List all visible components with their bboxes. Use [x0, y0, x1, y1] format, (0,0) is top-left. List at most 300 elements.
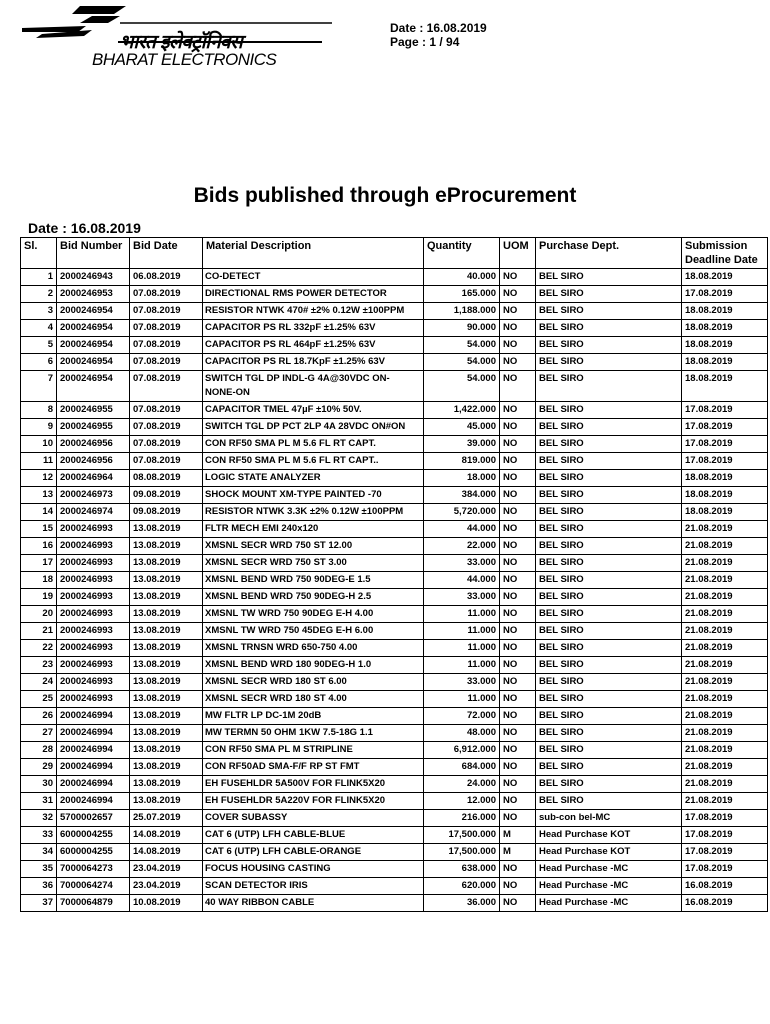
cell-purchase-dept: Head Purchase -MC	[536, 878, 682, 895]
cell-bid-date: 13.08.2019	[130, 606, 203, 623]
cell-bid-number: 7000064274	[57, 878, 130, 895]
cell-purchase-dept: BEL SIRO	[536, 521, 682, 538]
cell-sl: 20	[21, 606, 57, 623]
cell-uom: NO	[500, 286, 536, 303]
cell-bid-date: 07.08.2019	[130, 371, 203, 402]
cell-bid-number: 2000246943	[57, 269, 130, 286]
cell-sl: 36	[21, 878, 57, 895]
cell-purchase-dept: Head Purchase KOT	[536, 827, 682, 844]
cell-purchase-dept: BEL SIRO	[536, 555, 682, 572]
cell-purchase-dept: BEL SIRO	[536, 640, 682, 657]
cell-bid-date: 08.08.2019	[130, 470, 203, 487]
cell-uom: NO	[500, 487, 536, 504]
cell-quantity: 1,422.000	[424, 402, 500, 419]
cell-bid-number: 2000246964	[57, 470, 130, 487]
cell-uom: NO	[500, 320, 536, 337]
cell-bid-number: 2000246994	[57, 793, 130, 810]
cell-uom: NO	[500, 572, 536, 589]
page-title: Bids published through eProcurement	[193, 184, 577, 207]
cell-sl: 23	[21, 657, 57, 674]
cell-material-description: RESISTOR NTWK 470# ±2% 0.12W ±100PPM	[203, 303, 424, 320]
cell-purchase-dept: BEL SIRO	[536, 725, 682, 742]
table-row	[21, 354, 768, 371]
cell-quantity: 11.000	[424, 657, 500, 674]
cell-uom: NO	[500, 895, 536, 912]
table-row	[21, 657, 768, 674]
cell-uom: NO	[500, 504, 536, 521]
cell-material-description: CO-DETECT	[203, 269, 424, 286]
cell-sl: 17	[21, 555, 57, 572]
col-header-purchase-dept: Purchase Dept.	[536, 238, 682, 269]
cell-uom: NO	[500, 742, 536, 759]
cell-bid-date: 13.08.2019	[130, 572, 203, 589]
cell-submission-deadline: 21.08.2019	[682, 572, 768, 589]
cell-submission-deadline: 21.08.2019	[682, 521, 768, 538]
cell-bid-number: 2000246993	[57, 623, 130, 640]
cell-bid-date: 14.08.2019	[130, 844, 203, 861]
cell-uom: NO	[500, 640, 536, 657]
cell-submission-deadline: 17.08.2019	[682, 827, 768, 844]
cell-bid-date: 10.08.2019	[130, 895, 203, 912]
cell-bid-date: 07.08.2019	[130, 337, 203, 354]
cell-quantity: 44.000	[424, 572, 500, 589]
table-row	[21, 303, 768, 320]
cell-sl: 4	[21, 320, 57, 337]
cell-sl: 12	[21, 470, 57, 487]
cell-quantity: 6,912.000	[424, 742, 500, 759]
cell-quantity: 24.000	[424, 776, 500, 793]
cell-bid-number: 2000246954	[57, 320, 130, 337]
cell-bid-number: 2000246993	[57, 691, 130, 708]
company-name-hindi: भारत इलेक्ट्रॉनिक्स	[120, 32, 243, 53]
cell-purchase-dept: BEL SIRO	[536, 320, 682, 337]
cell-submission-deadline: 21.08.2019	[682, 674, 768, 691]
cell-bid-date: 07.08.2019	[130, 286, 203, 303]
cell-sl: 35	[21, 861, 57, 878]
cell-uom: NO	[500, 708, 536, 725]
cell-purchase-dept: BEL SIRO	[536, 674, 682, 691]
cell-uom: NO	[500, 354, 536, 371]
table-header-row	[21, 238, 768, 269]
table-row	[21, 623, 768, 640]
col-header-bid-date: Bid Date	[130, 238, 203, 269]
cell-quantity: 22.000	[424, 538, 500, 555]
table-row	[21, 419, 768, 436]
table-row	[21, 725, 768, 742]
cell-sl: 11	[21, 453, 57, 470]
cell-material-description: CON RF50 SMA PL M 5.6 FL RT CAPT..	[203, 453, 424, 470]
cell-quantity: 819.000	[424, 453, 500, 470]
cell-submission-deadline: 21.08.2019	[682, 555, 768, 572]
cell-submission-deadline: 16.08.2019	[682, 878, 768, 895]
cell-bid-date: 07.08.2019	[130, 303, 203, 320]
cell-material-description: RESISTOR NTWK 3.3K ±2% 0.12W ±100PPM	[203, 504, 424, 521]
cell-bid-number: 2000246994	[57, 742, 130, 759]
cell-bid-number: 2000246993	[57, 589, 130, 606]
cell-submission-deadline: 21.08.2019	[682, 538, 768, 555]
col-header-submission-deadline: Submission Deadline Date	[682, 238, 768, 269]
cell-purchase-dept: BEL SIRO	[536, 487, 682, 504]
table-row	[21, 521, 768, 538]
cell-uom: NO	[500, 691, 536, 708]
table-row	[21, 708, 768, 725]
cell-submission-deadline: 21.08.2019	[682, 640, 768, 657]
cell-purchase-dept: BEL SIRO	[536, 371, 682, 402]
cell-submission-deadline: 21.08.2019	[682, 623, 768, 640]
table-row	[21, 555, 768, 572]
cell-material-description: XMSNL SECR WRD 750 ST 3.00	[203, 555, 424, 572]
cell-quantity: 33.000	[424, 589, 500, 606]
cell-bid-date: 07.08.2019	[130, 354, 203, 371]
cell-material-description: CAPACITOR PS RL 464pF ±1.25% 63V	[203, 337, 424, 354]
cell-bid-number: 7000064879	[57, 895, 130, 912]
cell-sl: 29	[21, 759, 57, 776]
cell-submission-deadline: 17.08.2019	[682, 419, 768, 436]
cell-uom: NO	[500, 538, 536, 555]
cell-sl: 8	[21, 402, 57, 419]
cell-material-description: XMSNL SECR WRD 180 ST 6.00	[203, 674, 424, 691]
cell-sl: 27	[21, 725, 57, 742]
cell-uom: M	[500, 827, 536, 844]
cell-quantity: 11.000	[424, 640, 500, 657]
table-row	[21, 759, 768, 776]
cell-purchase-dept: BEL SIRO	[536, 470, 682, 487]
table-row	[21, 878, 768, 895]
cell-material-description: EH FUSEHLDR 5A500V FOR FLINK5X20	[203, 776, 424, 793]
cell-sl: 13	[21, 487, 57, 504]
cell-sl: 24	[21, 674, 57, 691]
cell-bid-date: 06.08.2019	[130, 269, 203, 286]
cell-bid-number: 2000246956	[57, 436, 130, 453]
cell-bid-number: 2000246954	[57, 354, 130, 371]
cell-sl: 33	[21, 827, 57, 844]
cell-quantity: 40.000	[424, 269, 500, 286]
cell-purchase-dept: BEL SIRO	[536, 776, 682, 793]
cell-bid-date: 13.08.2019	[130, 623, 203, 640]
cell-purchase-dept: sub-con bel-MC	[536, 810, 682, 827]
cell-bid-number: 2000246973	[57, 487, 130, 504]
cell-bid-number: 2000246993	[57, 640, 130, 657]
cell-bid-number: 2000246974	[57, 504, 130, 521]
cell-material-description: SWITCH TGL DP PCT 2LP 4A 28VDC ON#ON	[203, 419, 424, 436]
cell-submission-deadline: 18.08.2019	[682, 371, 768, 402]
cell-bid-number: 7000064273	[57, 861, 130, 878]
cell-bid-date: 13.08.2019	[130, 742, 203, 759]
cell-uom: NO	[500, 674, 536, 691]
cell-bid-number: 2000246994	[57, 759, 130, 776]
cell-sl: 18	[21, 572, 57, 589]
cell-bid-number: 6000004255	[57, 844, 130, 861]
cell-quantity: 54.000	[424, 337, 500, 354]
table-row	[21, 793, 768, 810]
cell-bid-date: 07.08.2019	[130, 402, 203, 419]
table-row	[21, 572, 768, 589]
table-row	[21, 487, 768, 504]
cell-bid-date: 13.08.2019	[130, 708, 203, 725]
cell-sl: 26	[21, 708, 57, 725]
cell-material-description: XMSNL TW WRD 750 45DEG E-H 6.00	[203, 623, 424, 640]
cell-material-description: FLTR MECH EMI 240x120	[203, 521, 424, 538]
cell-bid-date: 09.08.2019	[130, 487, 203, 504]
cell-quantity: 17,500.000	[424, 827, 500, 844]
cell-uom: NO	[500, 623, 536, 640]
cell-uom: M	[500, 844, 536, 861]
cell-bid-date: 23.04.2019	[130, 878, 203, 895]
cell-sl: 22	[21, 640, 57, 657]
table-row	[21, 827, 768, 844]
cell-material-description: FOCUS HOUSING CASTING	[203, 861, 424, 878]
cell-material-description: COVER SUBASSY	[203, 810, 424, 827]
cell-uom: NO	[500, 810, 536, 827]
cell-quantity: 36.000	[424, 895, 500, 912]
company-logo	[22, 6, 342, 70]
cell-bid-number: 6000004255	[57, 827, 130, 844]
cell-submission-deadline: 21.08.2019	[682, 657, 768, 674]
cell-quantity: 18.000	[424, 470, 500, 487]
cell-bid-number: 2000246954	[57, 371, 130, 402]
cell-material-description: CAPACITOR PS RL 18.7KpF ±1.25% 63V	[203, 354, 424, 371]
table-row	[21, 861, 768, 878]
table-row	[21, 436, 768, 453]
cell-purchase-dept: BEL SIRO	[536, 269, 682, 286]
cell-uom: NO	[500, 436, 536, 453]
cell-sl: 37	[21, 895, 57, 912]
cell-quantity: 90.000	[424, 320, 500, 337]
cell-bid-number: 2000246954	[57, 337, 130, 354]
cell-sl: 6	[21, 354, 57, 371]
col-header-quantity: Quantity	[424, 238, 500, 269]
cell-uom: NO	[500, 470, 536, 487]
cell-material-description: 40 WAY RIBBON CABLE	[203, 895, 424, 912]
cell-sl: 19	[21, 589, 57, 606]
cell-purchase-dept: BEL SIRO	[536, 504, 682, 521]
cell-bid-date: 23.04.2019	[130, 861, 203, 878]
cell-bid-number: 2000246955	[57, 402, 130, 419]
cell-sl: 16	[21, 538, 57, 555]
cell-sl: 30	[21, 776, 57, 793]
table-row	[21, 589, 768, 606]
table-row	[21, 402, 768, 419]
cell-bid-date: 13.08.2019	[130, 538, 203, 555]
cell-bid-date: 13.08.2019	[130, 521, 203, 538]
cell-material-description: XMSNL TW WRD 750 90DEG E-H 4.00	[203, 606, 424, 623]
cell-uom: NO	[500, 402, 536, 419]
cell-submission-deadline: 17.08.2019	[682, 436, 768, 453]
cell-material-description: CAT 6 (UTP) LFH CABLE-ORANGE	[203, 844, 424, 861]
cell-sl: 34	[21, 844, 57, 861]
cell-submission-deadline: 21.08.2019	[682, 691, 768, 708]
table-row	[21, 742, 768, 759]
cell-quantity: 384.000	[424, 487, 500, 504]
cell-submission-deadline: 18.08.2019	[682, 487, 768, 504]
cell-submission-deadline: 21.08.2019	[682, 742, 768, 759]
report-date: Date : 16.08.2019	[28, 220, 141, 236]
cell-material-description: CAPACITOR TMEL 47µF ±10% 50V.	[203, 402, 424, 419]
cell-submission-deadline: 16.08.2019	[682, 895, 768, 912]
cell-sl: 32	[21, 810, 57, 827]
cell-quantity: 33.000	[424, 555, 500, 572]
cell-purchase-dept: BEL SIRO	[536, 436, 682, 453]
cell-bid-date: 13.08.2019	[130, 776, 203, 793]
cell-material-description: CON RF50 SMA PL M STRIPLINE	[203, 742, 424, 759]
cell-submission-deadline: 17.08.2019	[682, 453, 768, 470]
table-row	[21, 640, 768, 657]
cell-submission-deadline: 21.08.2019	[682, 606, 768, 623]
cell-bid-number: 2000246993	[57, 657, 130, 674]
cell-material-description: EH FUSEHLDR 5A220V FOR FLINK5X20	[203, 793, 424, 810]
table-row	[21, 810, 768, 827]
cell-uom: NO	[500, 759, 536, 776]
cell-material-description: XMSNL BEND WRD 750 90DEG-H 2.5	[203, 589, 424, 606]
cell-sl: 15	[21, 521, 57, 538]
cell-bid-number: 2000246956	[57, 453, 130, 470]
cell-quantity: 54.000	[424, 371, 500, 402]
cell-purchase-dept: BEL SIRO	[536, 623, 682, 640]
cell-bid-date: 13.08.2019	[130, 793, 203, 810]
cell-purchase-dept: BEL SIRO	[536, 606, 682, 623]
cell-material-description: DIRECTIONAL RMS POWER DETECTOR	[203, 286, 424, 303]
cell-material-description: XMSNL BEND WRD 180 90DEG-H 1.0	[203, 657, 424, 674]
col-header-uom: UOM	[500, 238, 536, 269]
cell-quantity: 11.000	[424, 606, 500, 623]
cell-quantity: 44.000	[424, 521, 500, 538]
col-header-bid-number: Bid Number	[57, 238, 130, 269]
cell-quantity: 638.000	[424, 861, 500, 878]
cell-bid-date: 07.08.2019	[130, 320, 203, 337]
cell-uom: NO	[500, 337, 536, 354]
cell-uom: NO	[500, 657, 536, 674]
cell-bid-number: 2000246955	[57, 419, 130, 436]
cell-material-description: XMSNL SECR WRD 180 ST 4.00	[203, 691, 424, 708]
cell-material-description: MW FLTR LP DC-1M 20dB	[203, 708, 424, 725]
cell-sl: 21	[21, 623, 57, 640]
col-header-sl: Sl.	[21, 238, 57, 269]
table-row	[21, 453, 768, 470]
cell-purchase-dept: BEL SIRO	[536, 708, 682, 725]
cell-uom: NO	[500, 776, 536, 793]
table-row	[21, 674, 768, 691]
cell-purchase-dept: BEL SIRO	[536, 742, 682, 759]
cell-bid-number: 2000246993	[57, 521, 130, 538]
cell-material-description: CON RF50 SMA PL M 5.6 FL RT CAPT.	[203, 436, 424, 453]
table-row	[21, 691, 768, 708]
cell-submission-deadline: 18.08.2019	[682, 320, 768, 337]
cell-uom: NO	[500, 793, 536, 810]
cell-quantity: 1,188.000	[424, 303, 500, 320]
cell-submission-deadline: 21.08.2019	[682, 589, 768, 606]
cell-purchase-dept: BEL SIRO	[536, 337, 682, 354]
cell-quantity: 33.000	[424, 674, 500, 691]
cell-purchase-dept: Head Purchase -MC	[536, 861, 682, 878]
cell-uom: NO	[500, 419, 536, 436]
table-row	[21, 269, 768, 286]
cell-purchase-dept: BEL SIRO	[536, 657, 682, 674]
cell-sl: 25	[21, 691, 57, 708]
cell-submission-deadline: 21.08.2019	[682, 793, 768, 810]
cell-quantity: 11.000	[424, 623, 500, 640]
table-row	[21, 470, 768, 487]
cell-sl: 3	[21, 303, 57, 320]
cell-submission-deadline: 17.08.2019	[682, 286, 768, 303]
cell-material-description: XMSNL BEND WRD 750 90DEG-E 1.5	[203, 572, 424, 589]
cell-bid-date: 07.08.2019	[130, 453, 203, 470]
cell-purchase-dept: BEL SIRO	[536, 538, 682, 555]
cell-uom: NO	[500, 453, 536, 470]
cell-submission-deadline: 18.08.2019	[682, 337, 768, 354]
cell-bid-date: 13.08.2019	[130, 725, 203, 742]
cell-bid-number: 2000246994	[57, 776, 130, 793]
cell-sl: 9	[21, 419, 57, 436]
cell-quantity: 216.000	[424, 810, 500, 827]
cell-bid-number: 2000246993	[57, 674, 130, 691]
cell-purchase-dept: BEL SIRO	[536, 793, 682, 810]
bids-table	[20, 237, 768, 912]
cell-bid-date: 13.08.2019	[130, 589, 203, 606]
cell-uom: NO	[500, 861, 536, 878]
cell-submission-deadline: 21.08.2019	[682, 708, 768, 725]
cell-bid-number: 2000246994	[57, 725, 130, 742]
cell-bid-number: 2000246993	[57, 606, 130, 623]
cell-submission-deadline: 18.08.2019	[682, 269, 768, 286]
cell-bid-date: 25.07.2019	[130, 810, 203, 827]
cell-quantity: 48.000	[424, 725, 500, 742]
cell-purchase-dept: BEL SIRO	[536, 759, 682, 776]
table-row	[21, 504, 768, 521]
cell-submission-deadline: 18.08.2019	[682, 504, 768, 521]
cell-bid-date: 13.08.2019	[130, 759, 203, 776]
cell-bid-number: 2000246993	[57, 538, 130, 555]
cell-quantity: 39.000	[424, 436, 500, 453]
cell-bid-date: 07.08.2019	[130, 419, 203, 436]
cell-uom: NO	[500, 371, 536, 402]
cell-quantity: 684.000	[424, 759, 500, 776]
cell-purchase-dept: BEL SIRO	[536, 453, 682, 470]
cell-sl: 7	[21, 371, 57, 402]
cell-submission-deadline: 21.08.2019	[682, 759, 768, 776]
cell-material-description: SCAN DETECTOR IRIS	[203, 878, 424, 895]
cell-material-description: CAT 6 (UTP) LFH CABLE-BLUE	[203, 827, 424, 844]
cell-bid-number: 2000246954	[57, 303, 130, 320]
cell-submission-deadline: 17.08.2019	[682, 861, 768, 878]
cell-submission-deadline: 17.08.2019	[682, 402, 768, 419]
col-header-material-description: Material Description	[203, 238, 424, 269]
cell-sl: 10	[21, 436, 57, 453]
cell-material-description: SWITCH TGL DP INDL-G 4A@30VDC ON-NONE-ON	[203, 371, 424, 402]
cell-bid-date: 14.08.2019	[130, 827, 203, 844]
cell-quantity: 5,720.000	[424, 504, 500, 521]
cell-submission-deadline: 21.08.2019	[682, 725, 768, 742]
cell-material-description: CAPACITOR PS RL 332pF ±1.25% 63V	[203, 320, 424, 337]
cell-purchase-dept: BEL SIRO	[536, 572, 682, 589]
cell-sl: 14	[21, 504, 57, 521]
cell-sl: 5	[21, 337, 57, 354]
cell-submission-deadline: 17.08.2019	[682, 810, 768, 827]
cell-uom: NO	[500, 589, 536, 606]
cell-sl: 31	[21, 793, 57, 810]
cell-bid-date: 13.08.2019	[130, 657, 203, 674]
cell-quantity: 54.000	[424, 354, 500, 371]
cell-submission-deadline: 21.08.2019	[682, 776, 768, 793]
cell-quantity: 620.000	[424, 878, 500, 895]
cell-quantity: 11.000	[424, 691, 500, 708]
cell-material-description: SHOCK MOUNT XM-TYPE PAINTED -70	[203, 487, 424, 504]
cell-purchase-dept: Head Purchase KOT	[536, 844, 682, 861]
table-row	[21, 371, 768, 402]
cell-uom: NO	[500, 303, 536, 320]
cell-quantity: 12.000	[424, 793, 500, 810]
table-row	[21, 776, 768, 793]
cell-purchase-dept: Head Purchase -MC	[536, 895, 682, 912]
